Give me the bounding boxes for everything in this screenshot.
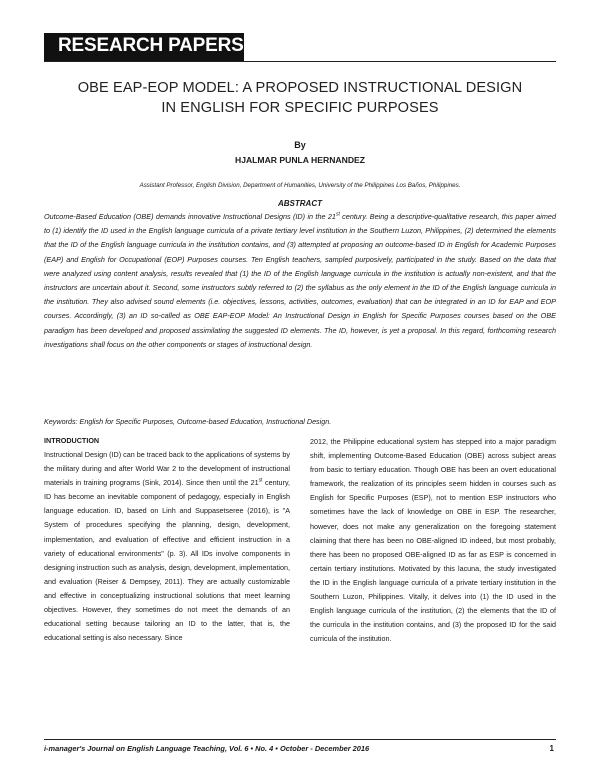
section-label: RESEARCH PAPERS bbox=[58, 35, 244, 56]
intro-text-rest: century, ID has become an inevitable component of pedagogy, especially in English language education. ID, based on Linh and Suppasetseree (2016), is "A System of procedures specifying the planning, design, development, implementation, and evaluation of effective and efficient instruction in a variety of educational environments" (p. 3). All IDs involve components in designing instruction such as analysis, design, development, implementation, and evaluation (Reiser & Dempsey, 2011). They are actually customizable and effective in conceptualizing instructional solutions that meet learning objectives. However, they sometimes do not meet the demands of an educational setting because tailoring an ID to the latter, that is, the educational setting is also necessary. Since bbox=[44, 478, 291, 643]
header-rule bbox=[44, 61, 556, 62]
right-column-paragraph: 2012, the Philippine educational system has stepped into a major paradigm shift, implementing Outcome-Based Education (OBE) across subject areas from basic to tertiary education. Though OBE has been an overt educational framework, the realization of its principles seem hidden in courses such as English for Specific Purposes (ESP), not to mention ESP instructors who sometimes have the lack of knowledge on OBE in ESP. The researcher, however, does not make any generalization on the foregoing statement claiming that there has been no OBE-aligned ID indeed, but most probably, there has been no proposed OBE-aligned ID as far as ESP is concerned in certain tertiary institutions. Motivated by this lacuna, the study investigated the ID in the English language curricula of a private tertiary institution in the Southern Luzon, Philippines. Vitally, it delves into (1) the ID used in the English language curricula of the institution, (2) the elements that the ID of the curricula in the institution contains, and (3) the proposed ID for the said curricula of the institution. bbox=[310, 437, 556, 644]
keywords: Keywords: English for Specific Purposes, Outcome-based Education, Instructional Design. bbox=[44, 417, 332, 426]
abstract-text-rest: century. Being a descriptive-qualitative research, this paper aimed to (1) identify the ID used in the English language curricula of a private tertiary level institution in the Southern Luzon, Philippines, (2) determined the elements that the ID of the English language curricula in the institution contains, and (3) attempted at proposing an outcome-based ID in English for Academic Purposes (EAP) and English for Occupational (EOP) Purposes courses. Ten English teachers, sampled purposively, participated in the study. Based on the data that were analyzed using content analysis, results revealed that (1) the ID of the English language curricula in the institution is actually non-existent, and that the instructors are uncertain about it. Second, some instructors subtly referred to (2) the syllabus as the only element in the ID of the English language curricula in the institution. They also advised sound elements (i.e. objectives, lessons, activities, outcomes, evaluation) that can be integrated in an ID for EAP and EOP courses. Accordingly, (3) an ID so-called as OBE EAP-EOP Model: An Instructional Design in English for Specific Purposes courses based on the OBE paradigm has been developed and proposed assimilating the suggested ID elements. The ID, however, is yet a proposal. In this regard, forthcoming research investigations shall focus on the other components or stages of instructional design. bbox=[44, 212, 556, 349]
by-line: By bbox=[294, 140, 306, 150]
title-line-1: OBE EAP-EOP MODEL: A PROPOSED INSTRUCTIONAL DESIGN bbox=[77, 80, 523, 96]
abstract-text bbox=[44, 210, 556, 352]
introduction-paragraph bbox=[44, 448, 290, 645]
title-line-2: IN ENGLISH FOR SPECIFIC PURPOSES bbox=[161, 100, 439, 116]
author-name: HJALMAR PUNLA HERNANDEZ bbox=[234, 155, 366, 165]
page-number: 1 bbox=[549, 744, 554, 753]
journal-citation: i-manager's Journal on English Language Teaching, Vol. 6 • No. 4 • October - December 2016 bbox=[44, 744, 370, 753]
page-footer bbox=[44, 739, 556, 760]
section-banner bbox=[44, 33, 244, 61]
left-column bbox=[44, 434, 290, 645]
abstract-superscript: st bbox=[335, 211, 340, 218]
abstract-heading: ABSTRACT bbox=[278, 199, 322, 208]
right-column bbox=[310, 435, 556, 646]
paper-title bbox=[44, 78, 556, 118]
author-affiliation: Assistant Professor, English Division, Department of Humanities, University of the Philippines Los Baños, Philippines. bbox=[139, 182, 461, 189]
abstract-text-start: Outcome-Based Education (OBE) demands innovative Instructional Designs (ID) in the 21 bbox=[44, 212, 336, 221]
intro-superscript: st bbox=[258, 477, 263, 484]
introduction-heading: INTRODUCTION bbox=[44, 436, 100, 445]
intro-text-start: Instructional Design (ID) can be traced back to the applications of systems by the military during and after World War 2 to the development of instructional materials in training programs (Sink, 2014). Since then until the 21 bbox=[44, 450, 290, 488]
